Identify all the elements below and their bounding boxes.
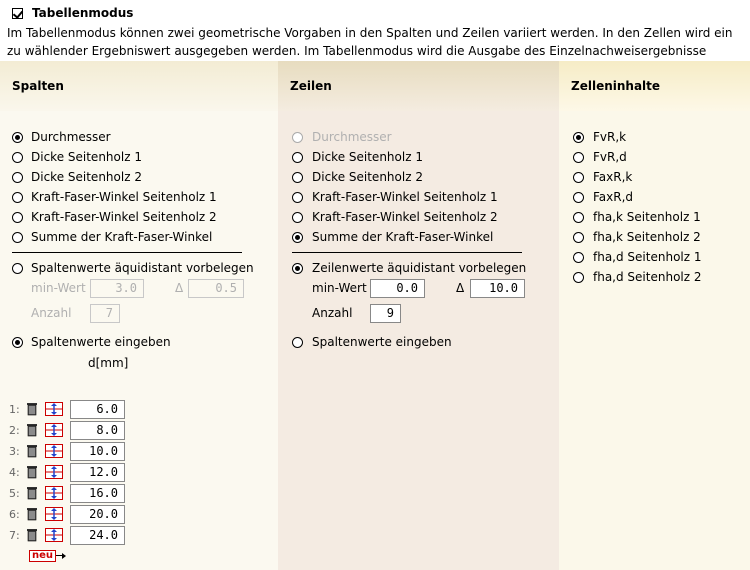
- spalten-option-0[interactable]: Durchmesser: [31, 130, 111, 144]
- zeilen-separator: [292, 252, 522, 253]
- spalten-option-1[interactable]: Dicke Seitenholz 1: [31, 150, 142, 164]
- spalten-delta-symbol: Δ: [175, 281, 184, 295]
- zeilen-heading: Zeilen: [278, 61, 559, 111]
- zellen-option-0[interactable]: FvR,k: [593, 130, 627, 144]
- trash-icon[interactable]: [26, 507, 38, 521]
- zellen-option-6[interactable]: fha,d Seitenholz 1: [593, 250, 702, 264]
- spalten-equidistant-radio[interactable]: [12, 263, 23, 274]
- zellen-option-7[interactable]: fha,d Seitenholz 2: [593, 270, 702, 284]
- spalten-option-2[interactable]: Dicke Seitenholz 2: [31, 170, 142, 184]
- zeilen-option-radio-1[interactable]: [292, 152, 303, 163]
- zellen-option-radio-4[interactable]: [573, 212, 584, 223]
- zeilen-option-radio-0: [292, 132, 303, 143]
- new-row-arrow-icon: [56, 555, 64, 556]
- row-number: 1:: [9, 403, 20, 416]
- spalten-option-radio-1[interactable]: [12, 152, 23, 163]
- zeilen-min-field[interactable]: 0.0: [370, 279, 425, 298]
- zelleninhalte-heading: Zelleninhalte: [559, 61, 750, 111]
- zeilen-option-radio-2[interactable]: [292, 172, 303, 183]
- zellen-option-radio-0[interactable]: [573, 132, 584, 143]
- zeilen-option-radio-3[interactable]: [292, 192, 303, 203]
- spalten-delta-field[interactable]: 0.5: [188, 279, 244, 298]
- insert-row-icon[interactable]: [45, 402, 63, 416]
- spalten-value-field[interactable]: 20.0: [70, 505, 125, 524]
- zeilen-delta-symbol: Δ: [456, 281, 465, 295]
- spalten-value-field[interactable]: 12.0: [70, 463, 125, 482]
- zeilen-option-radio-4[interactable]: [292, 212, 303, 223]
- spalten-option-5[interactable]: Summe der Kraft-Faser-Winkel: [31, 230, 213, 244]
- spalten-value-field[interactable]: 24.0: [70, 526, 125, 545]
- trash-icon[interactable]: [26, 402, 38, 416]
- spalten-option-4[interactable]: Kraft-Faser-Winkel Seitenholz 2: [31, 210, 217, 224]
- trash-icon[interactable]: [26, 486, 38, 500]
- row-number: 6:: [9, 508, 20, 521]
- zellen-option-radio-7[interactable]: [573, 272, 584, 283]
- zellen-option-2[interactable]: FaxR,k: [593, 170, 633, 184]
- spalten-manual-radio[interactable]: [12, 337, 23, 348]
- row-number: 3:: [9, 445, 20, 458]
- trash-icon[interactable]: [26, 465, 38, 479]
- zellen-option-radio-1[interactable]: [573, 152, 584, 163]
- spalten-value-field[interactable]: 16.0: [70, 484, 125, 503]
- trash-icon[interactable]: [26, 444, 38, 458]
- zeilen-delta-field[interactable]: 10.0: [470, 279, 525, 298]
- zeilen-equidistant-label[interactable]: Zeilenwerte äquidistant vorbelegen: [312, 261, 527, 275]
- row-number: 7:: [9, 529, 20, 542]
- zeilen-option-5[interactable]: Summe der Kraft-Faser-Winkel: [312, 230, 494, 244]
- insert-row-icon[interactable]: [45, 423, 63, 437]
- zeilen-min-label: min-Wert: [312, 281, 367, 295]
- page-title: Tabellenmodus: [32, 6, 134, 20]
- trash-icon[interactable]: [26, 423, 38, 437]
- zeilen-manual-label[interactable]: Spaltenwerte eingeben: [312, 335, 452, 349]
- zeilen-option-1[interactable]: Dicke Seitenholz 1: [312, 150, 423, 164]
- insert-row-icon[interactable]: [45, 465, 63, 479]
- insert-row-icon[interactable]: [45, 528, 63, 542]
- zeilen-equidistant-radio[interactable]: [292, 263, 303, 274]
- spalten-value-field[interactable]: 6.0: [70, 400, 125, 419]
- new-row-button[interactable]: neu: [29, 550, 56, 562]
- insert-row-icon[interactable]: [45, 486, 63, 500]
- zeilen-option-radio-5[interactable]: [292, 232, 303, 243]
- zellen-option-radio-3[interactable]: [573, 192, 584, 203]
- insert-row-icon[interactable]: [45, 444, 63, 458]
- spalten-separator: [12, 252, 242, 253]
- zeilen-option-3[interactable]: Kraft-Faser-Winkel Seitenholz 1: [312, 190, 498, 204]
- row-number: 4:: [9, 466, 20, 479]
- spalten-value-field[interactable]: 8.0: [70, 421, 125, 440]
- description-text: Im Tabellenmodus können zwei geometrische Vorgaben in den Spalten und Zeilen variiert werden. In den Zellen wird ein zu wählender Ergebniswert ausgegeben werden. Im Tabellenmodus wird die Ausgabe des Einzelnachweisergebnisse: [7, 26, 733, 58]
- zellen-option-4[interactable]: fha,k Seitenholz 1: [593, 210, 701, 224]
- row-number: 5:: [9, 487, 20, 500]
- zeilen-manual-radio[interactable]: [292, 337, 303, 348]
- tabellenmodus-checkbox[interactable]: [12, 8, 23, 19]
- spalten-value-field[interactable]: 10.0: [70, 442, 125, 461]
- zellen-option-radio-6[interactable]: [573, 252, 584, 263]
- zeilen-count-label: Anzahl: [312, 306, 353, 320]
- row-number: 2:: [9, 424, 20, 437]
- spalten-option-radio-3[interactable]: [12, 192, 23, 203]
- spalten-unit-label: d[mm]: [88, 356, 129, 370]
- zeilen-option-4[interactable]: Kraft-Faser-Winkel Seitenholz 2: [312, 210, 498, 224]
- spalten-count-field[interactable]: 7: [90, 304, 120, 323]
- spalten-option-3[interactable]: Kraft-Faser-Winkel Seitenholz 1: [31, 190, 217, 204]
- zellen-option-3[interactable]: FaxR,d: [593, 190, 634, 204]
- spalten-equidistant-label[interactable]: Spaltenwerte äquidistant vorbelegen: [31, 261, 254, 275]
- zeilen-option-2[interactable]: Dicke Seitenholz 2: [312, 170, 423, 184]
- zelleninhalte-panel: [559, 111, 750, 570]
- spalten-min-label: min-Wert: [31, 281, 86, 295]
- spalten-min-field[interactable]: 3.0: [90, 279, 144, 298]
- spalten-option-radio-5[interactable]: [12, 232, 23, 243]
- zellen-option-5[interactable]: fha,k Seitenholz 2: [593, 230, 701, 244]
- zellen-option-radio-2[interactable]: [573, 172, 584, 183]
- spalten-option-radio-2[interactable]: [12, 172, 23, 183]
- zellen-option-radio-5[interactable]: [573, 232, 584, 243]
- zellen-option-1[interactable]: FvR,d: [593, 150, 627, 164]
- zeilen-count-field[interactable]: 9: [370, 304, 401, 323]
- spalten-option-radio-0[interactable]: [12, 132, 23, 143]
- spalten-manual-label[interactable]: Spaltenwerte eingeben: [31, 335, 171, 349]
- spalten-option-radio-4[interactable]: [12, 212, 23, 223]
- insert-row-icon[interactable]: [45, 507, 63, 521]
- zeilen-option-0: Durchmesser: [312, 130, 392, 144]
- spalten-heading: Spalten: [0, 61, 278, 111]
- spalten-count-label: Anzahl: [31, 306, 72, 320]
- trash-icon[interactable]: [26, 528, 38, 542]
